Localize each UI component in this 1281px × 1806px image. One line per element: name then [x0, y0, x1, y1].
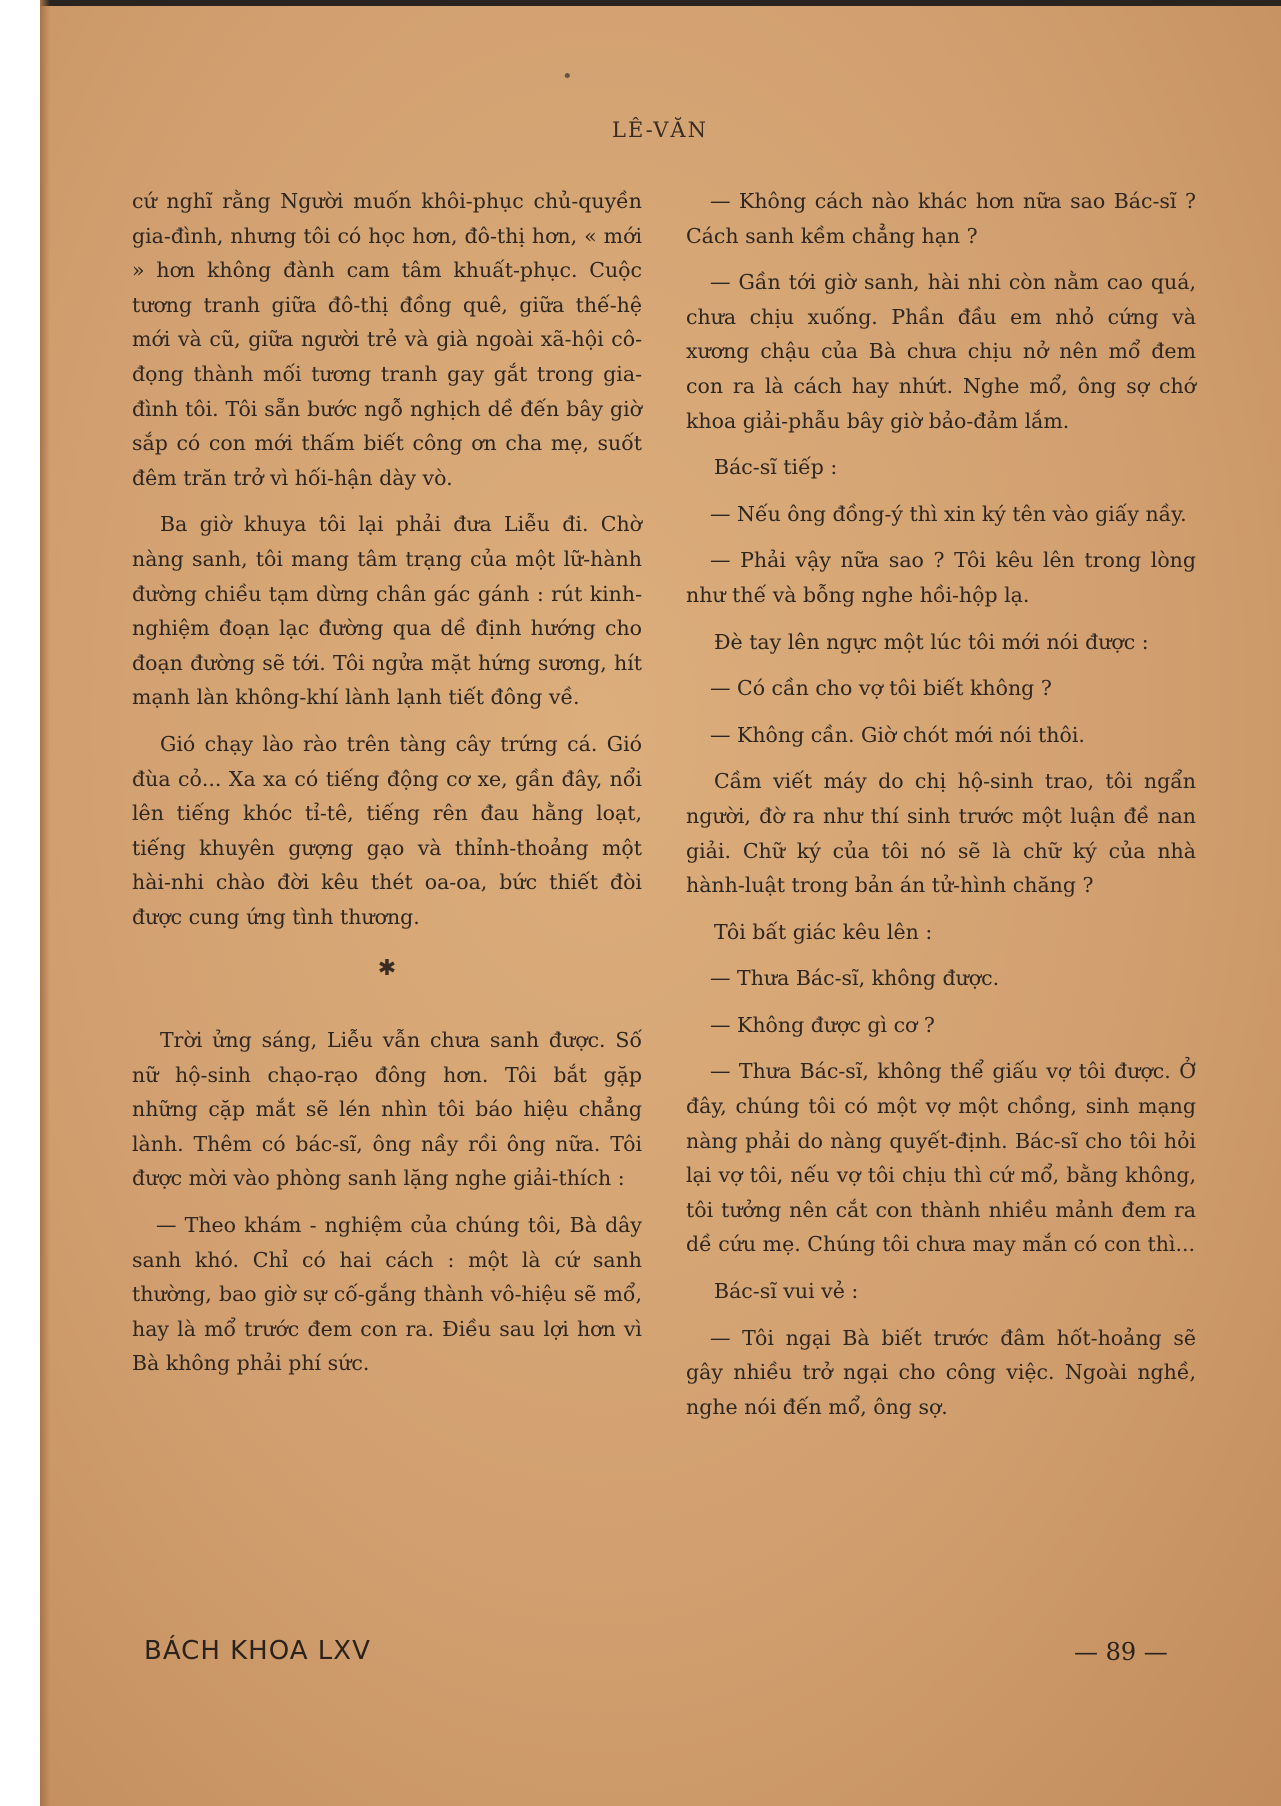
dialogue-paragraph: — Gần tới giờ sanh, hài nhi còn nằm cao quá, chưa chịu xuống. Phần đầu em nhỏ cứng và xương chậu của Bà chưa chịu nở nên mổ đem con ra là cách hay nhứt. Nghe mổ, ông sợ chớ khoa giải-phẫu bây giờ bảo-đảm lắm. — [686, 270, 1196, 433]
dialogue-paragraph: — Có cần cho vợ tôi biết không ? — [710, 676, 1052, 701]
paragraph: cứ nghĩ rằng Người muốn khôi-phục chủ-quyền gia-đình, nhưng tôi có học hơn, đô-thị hơn, « mới » hơn không đành cam tâm khuất-phục. Cuộc tương tranh giữa đô-thị đồng quê, giữa thế-hệ mới và cũ, giữa người trẻ và già ngoài xã-hội cô-đọng thành mối tương tranh gay gắt trong gia-đình tôi. Tôi sẵn bước ngỗ nghịch dề đến bây giờ sắp có con mới thấm biết công ơn cha mẹ, suốt đêm trăn trở vì hối-hận dày vò. — [132, 189, 642, 490]
page-number: — 89 — — [1074, 1638, 1168, 1666]
dialogue-paragraph: — Không cần. Giờ chót mới nói thôi. — [710, 722, 1085, 747]
paragraph: Đè tay lên ngực một lúc tôi mới nói được : — [714, 629, 1149, 654]
right-column — [686, 184, 1196, 1436]
page-spine-shadow — [40, 0, 50, 1806]
dialogue-paragraph: — Tôi ngại Bà biết trước đâm hốt-hoảng sẽ gây nhiều trở ngại cho công việc. Ngoài nghề, nghe nói đến mổ, ông sợ. — [686, 1325, 1196, 1419]
dialogue-paragraph: — Theo khám - nghiệm của chúng tôi, Bà dây sanh khó. Chỉ có hai cách : một là cứ sanh thường, bao giờ sự cố-gắng thành vô-hiệu sẽ mổ, hay là mổ trước đem con ra. Điều sau lợi hơn vì Bà không phải phí sức. — [132, 1213, 642, 1376]
dialogue-paragraph: — Không được gì cơ ? — [710, 1012, 935, 1037]
dialogue-paragraph: — Nếu ông đồng-ý thì xin ký tên vào giấy nầy. — [710, 501, 1187, 526]
paragraph: Gió chạy lào rào trên tàng cây trứng cá. Gió đùa cỏ... Xa xa có tiếng động cơ xe, gần đây, nổi lên tiếng khóc tỉ-tê, tiếng rên đau hằng loạt, tiếng khuyên gượng gạo và thỉnh-thoảng một hài-nhi chào đời kêu thét oa-oa, bức thiết đòi được cung ứng tình thương. — [132, 731, 642, 929]
paragraph: Tôi bất giác kêu lên : — [714, 919, 933, 944]
section-separator: ✱ — [377, 956, 397, 982]
paragraph: Cầm viết máy do chị hộ-sinh trao, tôi ngẩn người, đờ ra như thí sinh trước một luận đề nan giải. Chữ ký của tôi nó sẽ là chữ ký của nhà hành-luật trong bản án tử-hình chăng ? — [686, 769, 1196, 898]
left-column — [132, 184, 642, 1393]
dialogue-paragraph: — Không cách nào khác hơn nữa sao Bác-sĩ ? Cách sanh kềm chẳng hạn ? — [686, 189, 1196, 248]
paragraph: Ba giờ khuya tôi lại phải đưa Liễu đi. Chờ nàng sanh, tôi mang tâm trạng của một lữ-hành đường chiều tạm dừng chân gác gánh : rút kinh-nghiệm đoạn lạc đường qua dề định hướng cho đoạn đường sẽ tới. Tôi ngửa mặt hứng sương, hít mạnh làn không-khí lành lạnh tiết đông về. — [132, 512, 642, 710]
paragraph: Trời ửng sáng, Liễu vẫn chưa sanh được. Số nữ hộ-sinh chạo-rạo đông hơn. Tôi bắt gặp những cặp mắt sẽ lén nhìn tôi báo hiệu chẳng lành. Thêm có bác-sĩ, ông nầy rồi ông nữa. Tôi được mời vào phòng sanh lặng nghe giải-thích : — [132, 1028, 642, 1191]
dialogue-paragraph: — Thưa Bác-sĩ, không thể giấu vợ tôi được. Ở đây, chúng tôi có một vợ một chồng, sinh mạng nàng phải do nàng quyết-định. Bác-sĩ cho tôi hỏi lại vợ tôi, nếu vợ tôi chịu thì cứ mổ, bằng không, tôi tưởng nên cắt con thành nhiều mảnh đem ra dề cứu mẹ. Chúng tôi chưa may mắn có con thì... — [686, 1059, 1196, 1257]
magazine-footer: BÁCH KHOA LXV — [144, 1636, 371, 1666]
dialogue-paragraph: — Phải vậy nữa sao ? Tôi kêu lên trong lòng như thế và bỗng nghe hồi-hộp lạ. — [686, 548, 1196, 607]
paragraph: Bác-sĩ vui vẻ : — [714, 1279, 859, 1304]
book-page — [40, 0, 1281, 1806]
paragraph: Bác-sĩ tiếp : — [714, 455, 838, 480]
dialogue-paragraph: — Thưa Bác-sĩ, không được. — [710, 966, 1000, 991]
print-speck: • — [562, 66, 573, 87]
running-head-author: LÊ-VĂN — [612, 118, 708, 142]
